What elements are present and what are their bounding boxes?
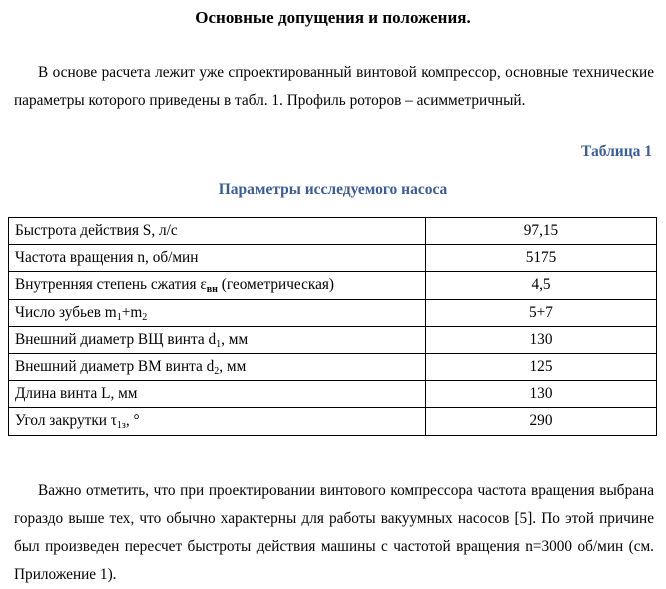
table-row	[9, 381, 657, 408]
param-name-text: Число зубьев m	[15, 303, 117, 321]
param-value: 5175	[426, 245, 657, 272]
param-name: Частота вращения n, об/мин	[9, 245, 426, 272]
param-name: Быстрота действия S, л/с	[9, 218, 426, 245]
param-name-text: Внешний диаметр ВЩ винта d	[15, 330, 217, 348]
param-value: 125	[426, 353, 657, 380]
param-value: 130	[426, 381, 657, 408]
param-name	[9, 272, 426, 299]
param-name-subscript: 2	[214, 366, 220, 378]
table-row	[9, 245, 657, 272]
param-name-subscript: вн	[206, 284, 218, 296]
section-heading: Основные допущения и положения.	[195, 8, 471, 27]
param-name-text: Внешний диаметр ВМ винта d	[15, 358, 215, 376]
param-value: 4,5	[426, 272, 657, 299]
param-name: Длина винта L, мм	[9, 381, 426, 408]
param-name-subscript: 1	[216, 338, 222, 350]
param-value: 290	[426, 408, 657, 435]
closing-paragraph: Важно отметить, что при проектировании винтового компрессора частота вращения выбрана гораздо выше тех, что обычно характерны для работы вакуумных насосов [5]. По этой причине был произведен пересчет быстроты действия машины с частотой вращения n=3000 об/мин (см. Приложение 1).	[14, 482, 654, 583]
table-row	[9, 218, 657, 245]
param-name-subscript: 1з	[116, 420, 126, 432]
table-caption: Параметры исследуемого насоса	[218, 181, 448, 198]
param-name	[9, 299, 426, 326]
param-value: 5+7	[426, 299, 657, 326]
param-name-text: Угол закрутки τ	[15, 412, 117, 430]
param-name-suffix: , мм	[219, 358, 247, 376]
param-name-subscript: 1	[116, 311, 122, 323]
intro-paragraph: В основе расчета лежит уже спроектированный винтовой компрессор, основные технические параметры которого приведены в табл. 1. Профиль роторов – асимметричный.	[14, 64, 654, 109]
table-label: Таблица 1	[581, 143, 652, 160]
param-value: 130	[426, 326, 657, 353]
table-row	[9, 272, 657, 299]
param-value: 97,15	[426, 218, 657, 245]
param-name	[9, 353, 426, 380]
param-name-suffix: , °	[125, 412, 140, 430]
param-name	[9, 326, 426, 353]
parameters-table	[8, 217, 657, 436]
table-row	[9, 353, 657, 380]
table-row	[9, 408, 657, 435]
param-name	[9, 408, 426, 435]
table-row	[9, 326, 657, 353]
param-name-text: Внутренняя степень сжатия ε	[15, 276, 207, 294]
param-name-suffix: , мм	[221, 330, 249, 348]
param-name-subscript-2: 2	[142, 311, 148, 323]
param-name-suffix: (геометрическая)	[217, 276, 335, 294]
table-row	[9, 299, 657, 326]
param-name-middle: +m	[121, 303, 143, 321]
